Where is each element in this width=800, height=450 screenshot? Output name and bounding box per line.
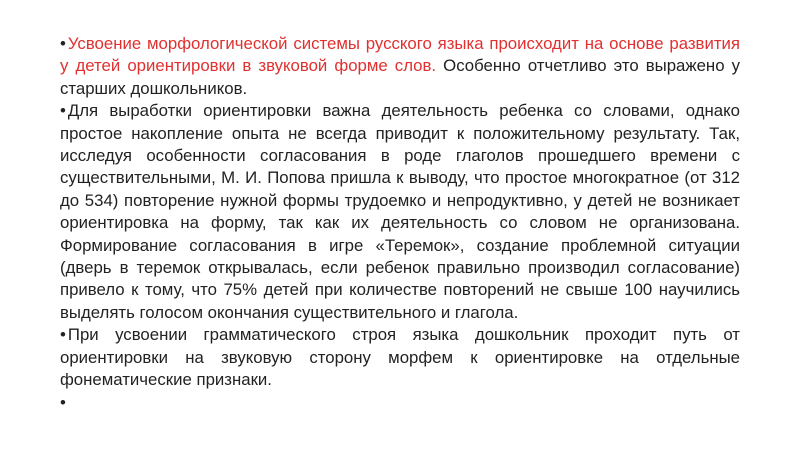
- bullet-1: •: [60, 34, 66, 53]
- bullet-2: •: [60, 101, 66, 121]
- paragraph-1: [60, 33, 740, 100]
- bullet-3: •: [60, 325, 66, 345]
- bullet-4: •: [60, 392, 66, 412]
- empty-bullet: [60, 392, 740, 414]
- paragraph-1-rest: Особенно отчетливо это выражено у старших дошкольников.: [60, 56, 740, 98]
- paragraph-3-text: При усвоении грамматического строя языка дошкольник проходит путь от ориентировки на звуковую сторону морфем к ориентировке на отдельные фонематические признаки.: [60, 325, 740, 390]
- paragraph-2-text: Для выработки ориентировки важна деятельность ребенка со словами, однако простое накопление опыта не всегда приводит к положительному результату. Так, исследуя особенности согласования в роде глаголов прошедшего времени с существительными, М. И. Попова пришла к выводу, что простое многократное (от 312 до 534) повторение нужной формы трудоемко и непродуктивно, у детей не возникает ориентировка на форму, так как их деятельность со словом не организована. Формирование согласования в игре «Теремок», создание проблемной ситуации (дверь в теремок открывалась, если ребенок правильно производил согласование) привело к тому, что 75% детей при количестве повторений не свыше 100 научились выделять голосом окончания существительного и глагола.: [60, 101, 740, 322]
- paragraph-2: [60, 100, 740, 324]
- paragraph-3: [60, 324, 740, 391]
- highlighted-statement: Усвоение морфологической системы русского языка происходит на основе развития у детей ориентировки в звуковой форме слов.: [60, 34, 740, 76]
- slide-text-body: [60, 33, 740, 414]
